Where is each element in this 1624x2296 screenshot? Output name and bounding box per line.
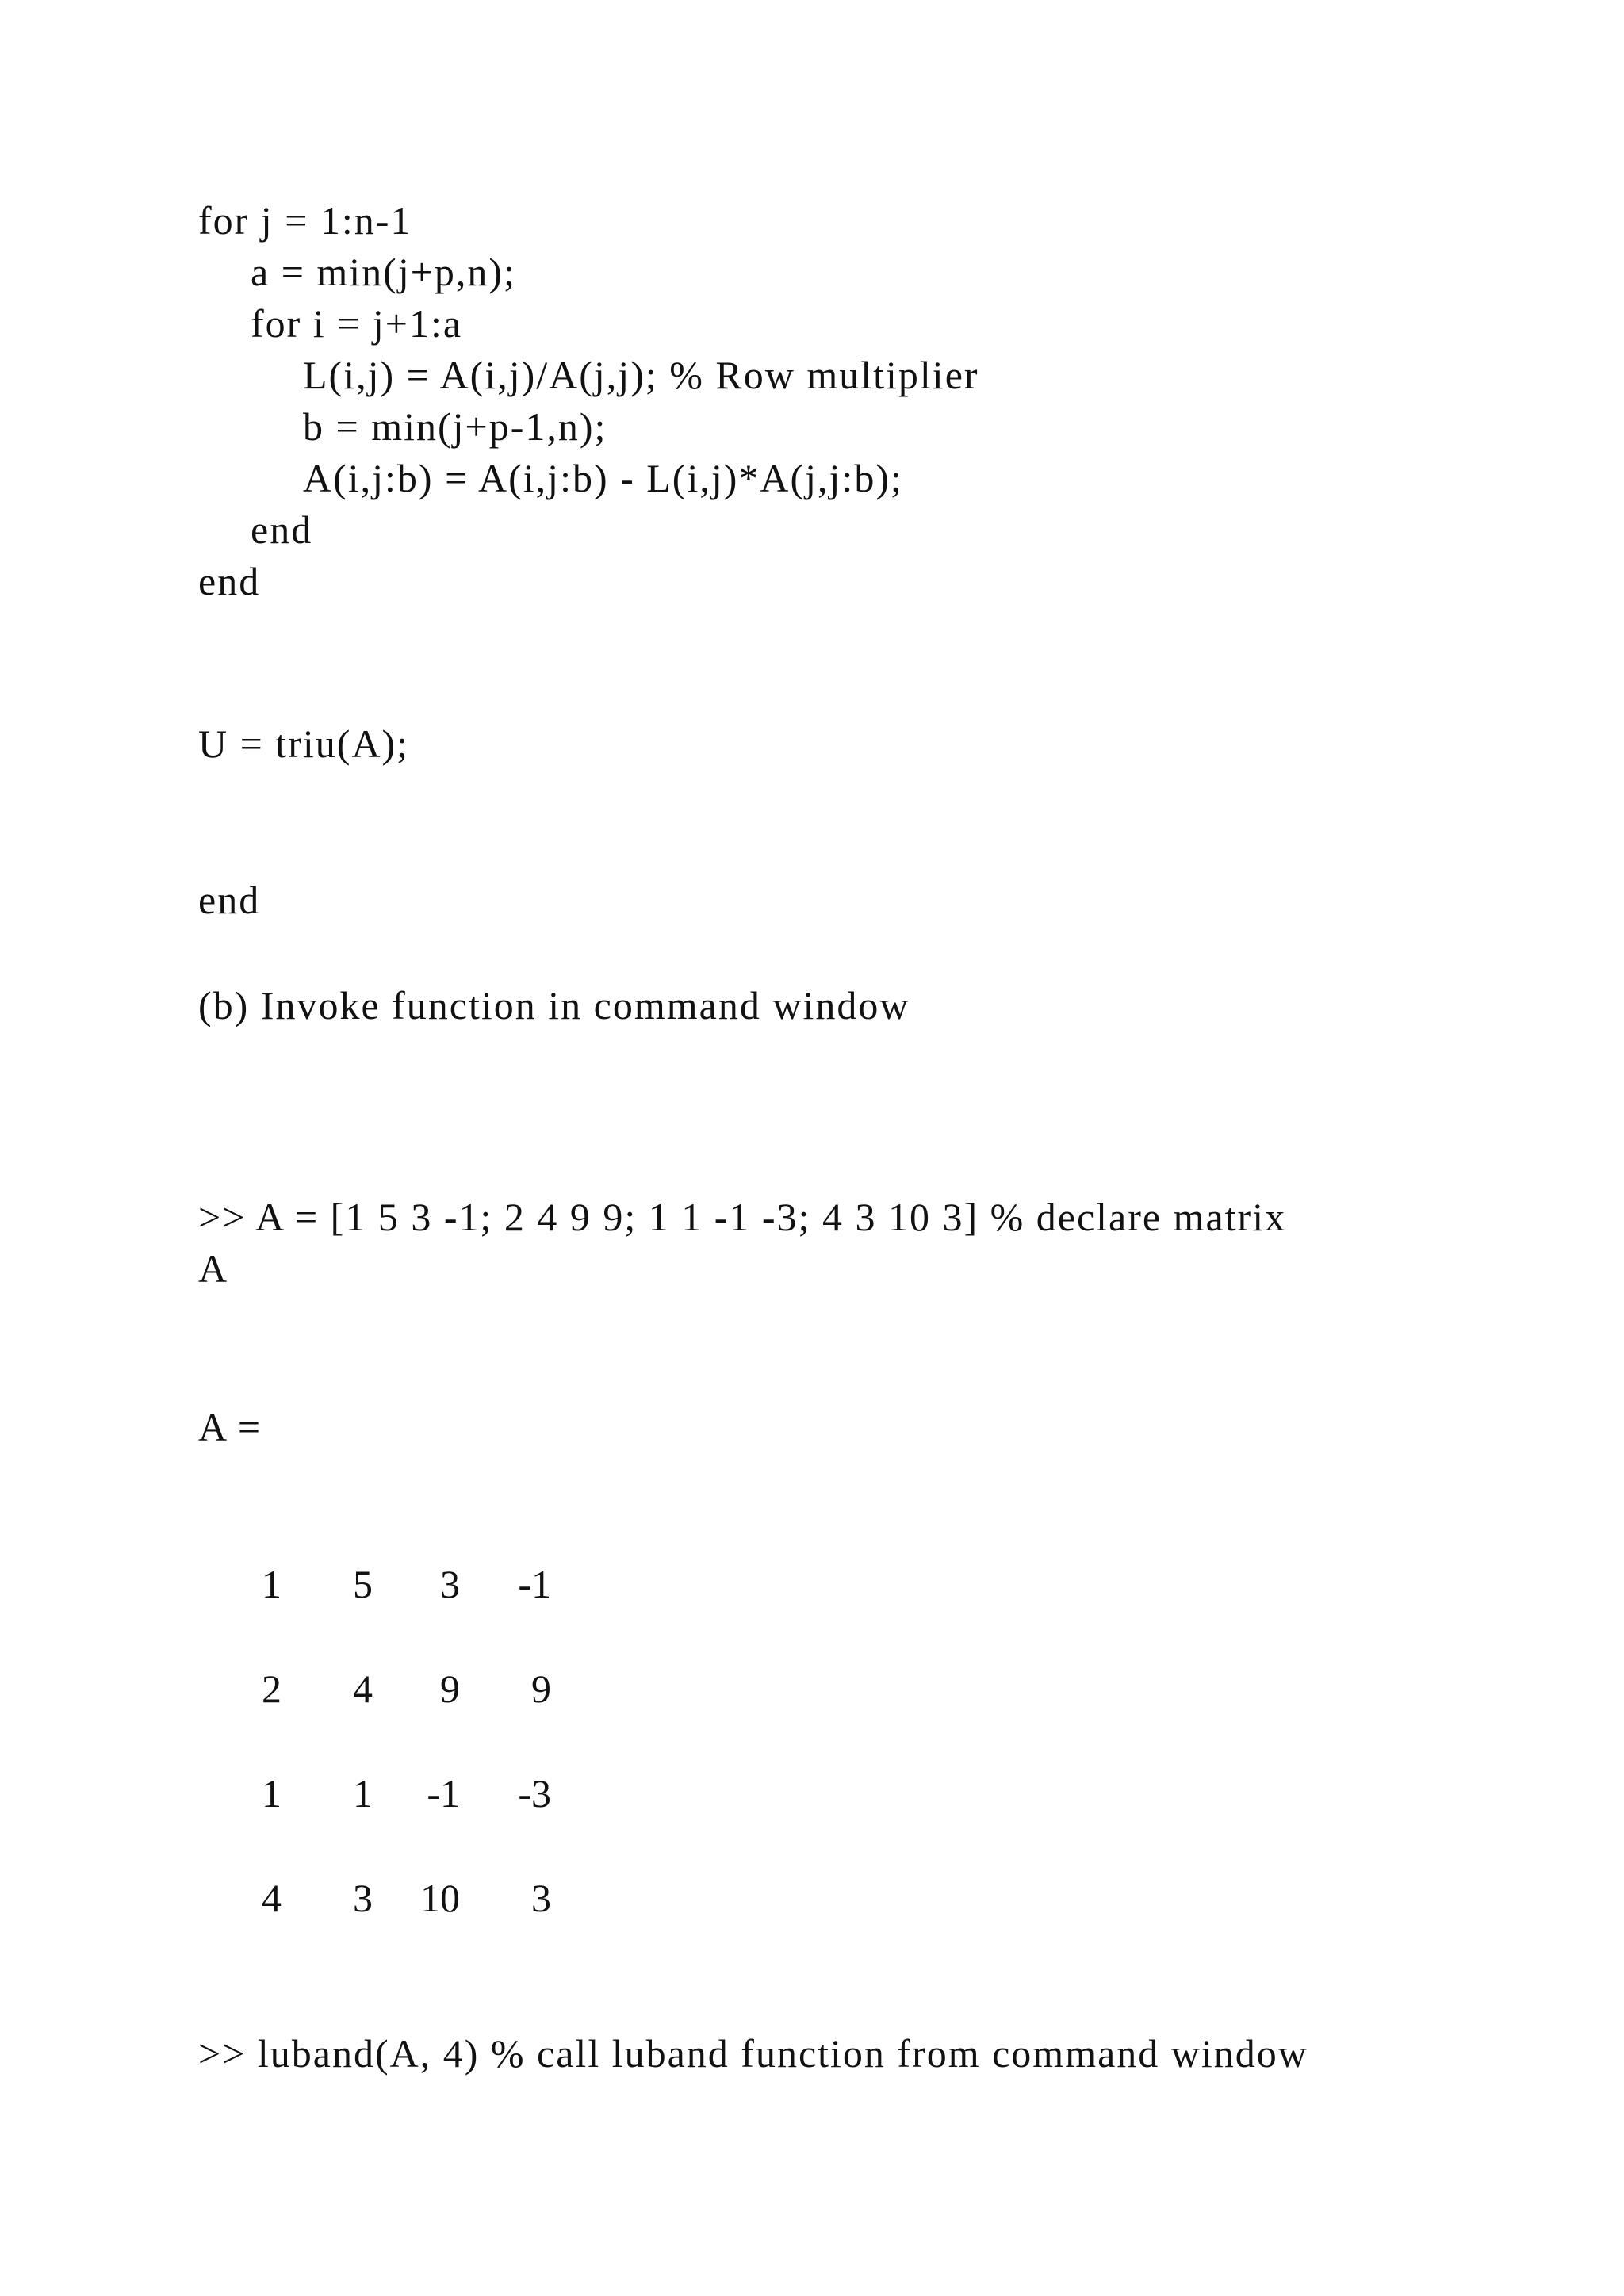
matrix-cell: -1 <box>427 1771 460 1816</box>
code-line-end-function: end <box>198 878 261 922</box>
section-heading-b: (b) Invoke function in command window <box>198 983 910 1027</box>
code-line-triu: U = triu(A); <box>198 721 410 766</box>
matrix-cell: 3 <box>531 1876 551 1920</box>
matrix-cell: -1 <box>518 1562 551 1606</box>
matrix-cell: 9 <box>531 1667 551 1711</box>
matrix-cell: 4 <box>262 1876 282 1920</box>
command-call-luband: >> luband(A, 4) % call luband function from command window <box>198 2031 1308 2076</box>
code-line-row-update: A(i,j:b) = A(i,j:b) - L(i,j)*A(j,j:b); <box>303 456 903 500</box>
matrix-cell: 1 <box>353 1771 373 1816</box>
matrix-output-label: A = <box>198 1405 262 1449</box>
matrix-cell: 9 <box>440 1667 460 1711</box>
matrix-cell: 3 <box>440 1562 460 1606</box>
code-line-a-min: a = min(j+p,n); <box>251 250 516 294</box>
matrix-cell: 1 <box>262 1562 282 1606</box>
code-line-end-outer: end <box>198 559 261 603</box>
matrix-cell: 10 <box>420 1876 460 1920</box>
matrix-cell: -3 <box>518 1771 551 1816</box>
code-line-b-min: b = min(j+p-1,n); <box>303 404 607 449</box>
command-declare-matrix-wrap: A <box>198 1246 229 1291</box>
code-line-end-inner: end <box>251 507 313 552</box>
matrix-cell: 5 <box>353 1562 373 1606</box>
code-line-row-multiplier: L(i,j) = A(i,j)/A(j,j); % Row multiplier <box>303 353 979 397</box>
matrix-cell: 3 <box>353 1876 373 1920</box>
matrix-cell: 2 <box>262 1667 282 1711</box>
code-line-for-i: for i = j+1:a <box>251 301 463 346</box>
matrix-cell: 4 <box>353 1667 373 1711</box>
matrix-cell: 1 <box>262 1771 282 1816</box>
code-line-for-j: for j = 1:n-1 <box>198 198 412 243</box>
command-declare-matrix: >> A = [1 5 3 -1; 2 4 9 9; 1 1 -1 -3; 4 3 10 3] % declare matrix <box>198 1195 1287 1239</box>
